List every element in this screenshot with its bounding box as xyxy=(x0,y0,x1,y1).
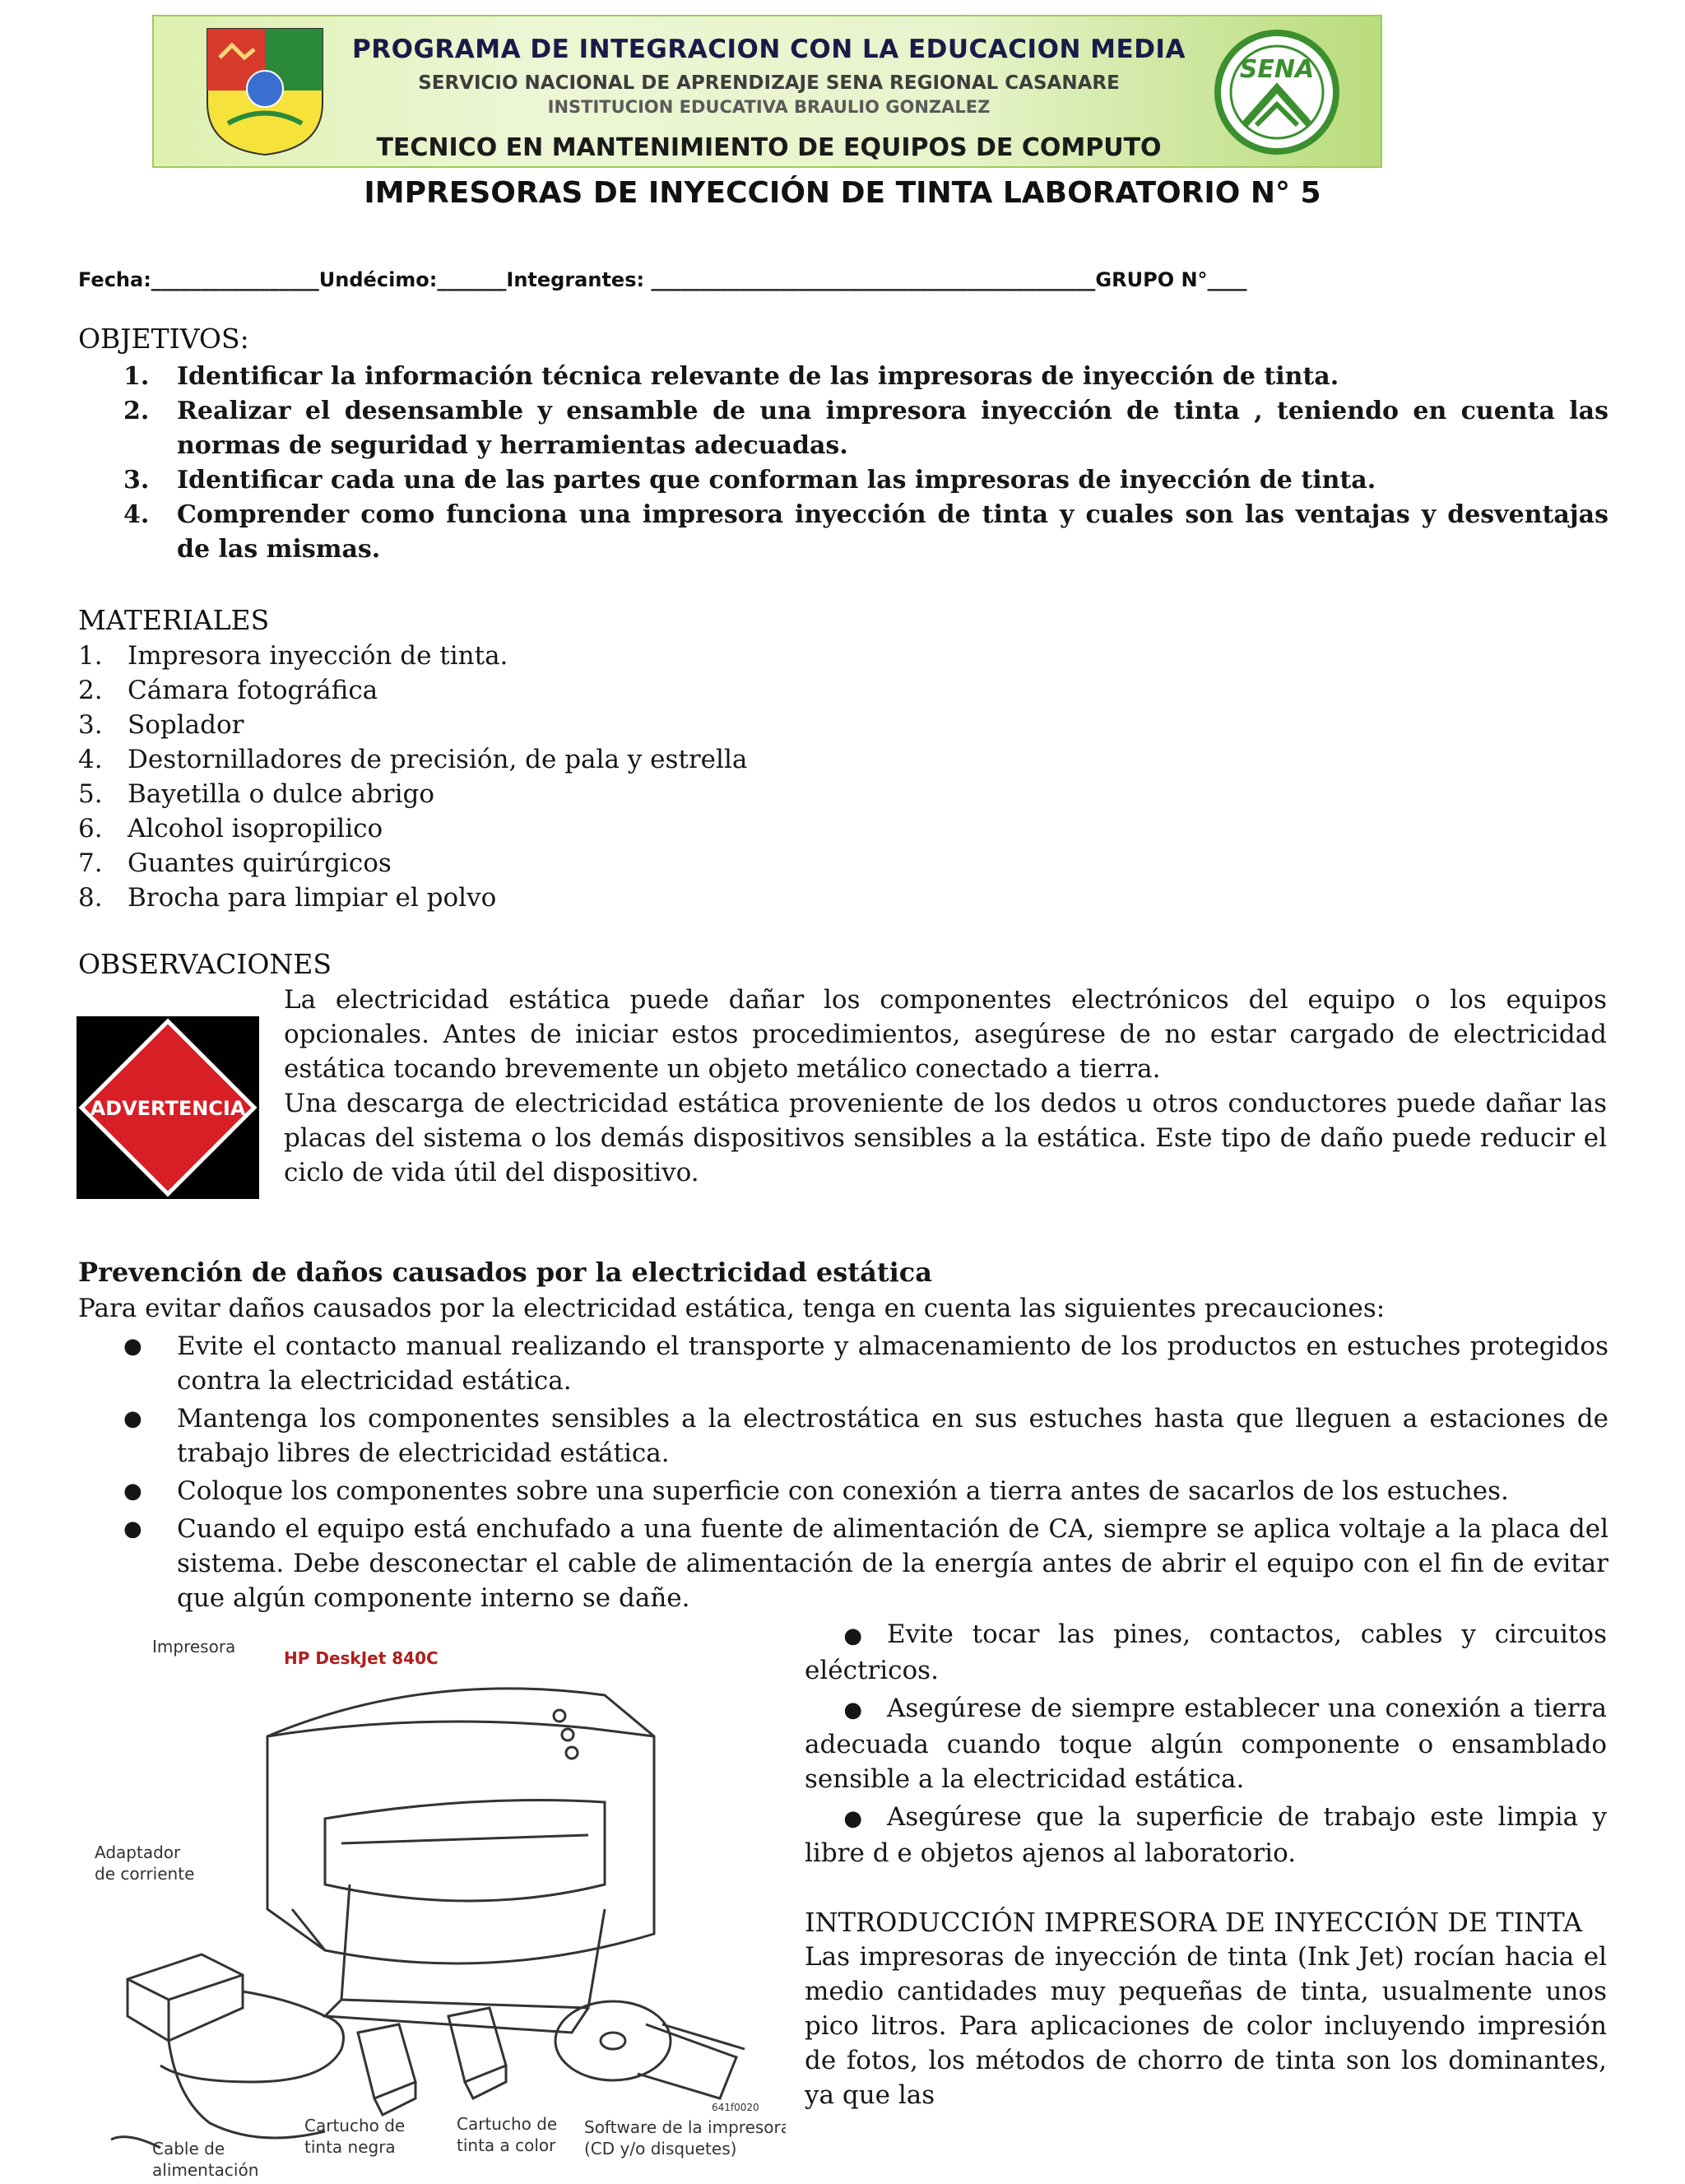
list-item xyxy=(123,1329,1608,1398)
item-text: Cámara fotográfica xyxy=(128,676,378,705)
item-number: 3. xyxy=(78,710,103,740)
printer-illustration xyxy=(78,1638,786,2181)
prevencion-intro: Para evitar daños causados por la electricidad estática, tenga en cuenta las siguientes precauciones: xyxy=(78,1294,1386,1323)
item-number: 7. xyxy=(78,848,103,878)
list-item xyxy=(78,846,392,881)
label-cable-2: alimentación xyxy=(152,2160,259,2180)
item-text: Identificar cada una de las partes que conforman las impresoras de inyección de tinta. xyxy=(177,466,1376,495)
list-item xyxy=(123,1512,1608,1615)
item-number: 3. xyxy=(123,466,150,495)
item-number: 1. xyxy=(78,641,103,671)
label-adaptador: Adaptador xyxy=(95,1842,181,1862)
list-item xyxy=(78,881,496,915)
item-text: Comprender como funciona una impresora inyección de tinta y cuales son las ventajas y desventajas de las mismas. xyxy=(177,500,1608,564)
banner-course-title: TECNICO EN MANTENIMIENTO DE EQUIPOS DE COMPUTO xyxy=(376,133,1162,162)
banner-institution-sena: SERVICIO NACIONAL DE APRENDIZAJE SENA REGIONAL CASANARE xyxy=(418,72,1120,94)
introduccion-heading: INTRODUCCIÓN IMPRESORA DE INYECCIÓN DE TINTA xyxy=(805,1907,1583,1938)
item-text: Asegúrese de siempre establecer una conexión a tierra adecuada cuando toque algún componente o ensamblado sensible a la electricidad estática. xyxy=(805,1694,1607,1794)
warning-sign xyxy=(77,1016,259,1199)
list-item xyxy=(123,463,1608,498)
item-text: Guantes quirúrgicos xyxy=(128,848,392,878)
label-cartucho-color-2: tinta a color xyxy=(457,2135,556,2155)
label-cable: Cable de xyxy=(152,2139,225,2158)
item-text: Coloque los componentes sobre una superficie con conexión a tierra antes de sacarlos de los estuches. xyxy=(177,1476,1509,1506)
list-item xyxy=(123,1401,1608,1471)
bullet-icon: ● xyxy=(123,1406,142,1431)
sena-logo-text: SENA xyxy=(1239,55,1315,84)
label-software: Software de la impresora xyxy=(584,2117,786,2137)
list-item xyxy=(78,639,508,673)
label-model: HP DeskJet 840C xyxy=(284,1648,439,1668)
label-cartucho-color: Cartucho de xyxy=(457,2114,558,2134)
label-adaptador-2: de corriente xyxy=(95,1864,195,1884)
bullet-icon: ● xyxy=(123,1517,142,1541)
item-text: Brocha para limpiar el polvo xyxy=(128,883,497,913)
printer-diagram xyxy=(78,1638,786,2181)
bullet-icon: ● xyxy=(123,1479,142,1503)
item-text: Identificar la información técnica relevante de las impresoras de inyección de tinta. xyxy=(177,362,1339,391)
item-text: Destornilladores de precisión, de pala y estrella xyxy=(128,745,748,774)
item-number: 2. xyxy=(78,676,103,705)
item-number: 1. xyxy=(123,362,150,391)
item-text: Bayetilla o dulce abrigo xyxy=(128,779,435,809)
item-text: Mantenga los componentes sensibles a la electrostática en sus estuches hasta que lleguen a estaciones de trabajo libres de electricidad estática. xyxy=(177,1404,1608,1468)
item-text: Realizar el desensamble y ensamble de una impresora inyección de tinta , teniendo en cuenta las normas de seguridad y herramientas adecuadas. xyxy=(177,397,1608,460)
prevencion-heading: Prevención de daños causados por la electricidad estática xyxy=(78,1257,932,1288)
label-software-2: (CD y/o disquetes) xyxy=(584,2139,737,2158)
item-number: 8. xyxy=(78,883,103,913)
banner-program-title: PROGRAMA DE INTEGRACION CON LA EDUCACION MEDIA xyxy=(352,35,1186,64)
item-text: Cuando el equipo está enchufado a una fuente de alimentación de CA, siempre se aplica voltaje a la placa del sistema. Debe desconectar el cable de alimentación de la energía antes de abrir el equipo con el fin de evitar que algún componente interno se dañe. xyxy=(177,1514,1608,1613)
label-cartucho-negra: Cartucho de xyxy=(304,2116,406,2135)
item-number: 6. xyxy=(78,814,103,843)
observaciones-text xyxy=(284,983,1607,1190)
introduccion-text: Las impresoras de inyección de tinta (Ink Jet) rocían hacia el medio cantidades muy pequeñas de tinta, usualmente unos pico litros. Para aplicaciones de color incluyendo impresión de fotos, los métodos de chorro de tinta son los dominantes, ya que las xyxy=(805,1942,1607,2110)
document-title: IMPRESORAS DE INYECCIÓN DE TINTA LABORATORIO N° 5 xyxy=(364,176,1321,210)
list-item xyxy=(78,777,434,811)
banner-school-name: INSTITUCION EDUCATIVA BRAULIO GONZALEZ xyxy=(547,97,991,117)
list-item xyxy=(123,360,1608,394)
item-text: Evite el contacto manual realizando el transporte y almacenamiento de los productos en estuches protegidos contra la electricidad estática. xyxy=(177,1331,1608,1396)
objetivos-heading: OBJETIVOS: xyxy=(78,323,249,355)
list-item xyxy=(123,394,1608,463)
list-item xyxy=(805,1800,1607,1870)
warning-label: ADVERTENCIA xyxy=(90,1097,246,1120)
item-text: Asegúrese que la superficie de trabajo este limpia y libre d e objetos ajenos al laboratorio. xyxy=(805,1802,1607,1868)
materiales-heading: MATERIALES xyxy=(78,604,270,636)
sena-logo-icon xyxy=(1211,26,1343,158)
bullet-icon: ● xyxy=(123,1334,142,1359)
list-item xyxy=(123,498,1608,567)
observaciones-heading: OBSERVACIONES xyxy=(78,948,332,980)
list-item xyxy=(78,742,747,777)
right-column xyxy=(805,1617,1607,2112)
item-text: Soplador xyxy=(128,710,244,740)
list-item xyxy=(123,1474,1608,1508)
label-cartucho-negra-2: tinta negra xyxy=(304,2137,396,2157)
observaciones-paragraph: Una descarga de electricidad estática proveniente de los dedos u otros conductores puede dañar las placas del sistema o los demás dispositivos sensibles a la estática. Este tipo de daño puede reducir el ciclo de vida útil del dispositivo. xyxy=(284,1089,1607,1187)
item-text: Evite tocar las pines, contactos, cables y circuitos eléctricos. xyxy=(805,1619,1607,1685)
bullet-icon: ● xyxy=(843,1698,862,1722)
item-number: 4. xyxy=(78,745,103,774)
bullet-icon: ● xyxy=(843,1624,862,1648)
warning-diamond-icon xyxy=(77,1016,259,1199)
item-number: 4. xyxy=(123,500,150,529)
list-item xyxy=(78,673,378,708)
header-banner xyxy=(152,15,1382,168)
item-number: 2. xyxy=(123,397,150,425)
item-text: Impresora inyección de tinta. xyxy=(128,641,508,671)
form-fields-line: Fecha:_________________Undécimo:_______Integrantes: _____________________________________________GRUPO N°____ xyxy=(78,268,1247,291)
bullet-icon: ● xyxy=(843,1806,862,1831)
label-impresora: Impresora xyxy=(152,1638,236,1657)
item-text: Alcohol isopropilico xyxy=(128,814,383,843)
item-number: 5. xyxy=(78,779,103,809)
label-figure-code: 641f0020 xyxy=(712,2102,759,2113)
list-item xyxy=(805,1617,1607,1688)
list-item xyxy=(78,811,383,846)
observaciones-paragraph: La electricidad estática puede dañar los componentes electrónicos del equipo o los equipos opcionales. Antes de iniciar estos procedimientos, asegúrese de no estar cargado de electricidad estática tocando brevemente un objeto metálico conectado a tierra. xyxy=(284,985,1607,1084)
list-item xyxy=(805,1691,1607,1796)
list-item xyxy=(78,708,244,742)
